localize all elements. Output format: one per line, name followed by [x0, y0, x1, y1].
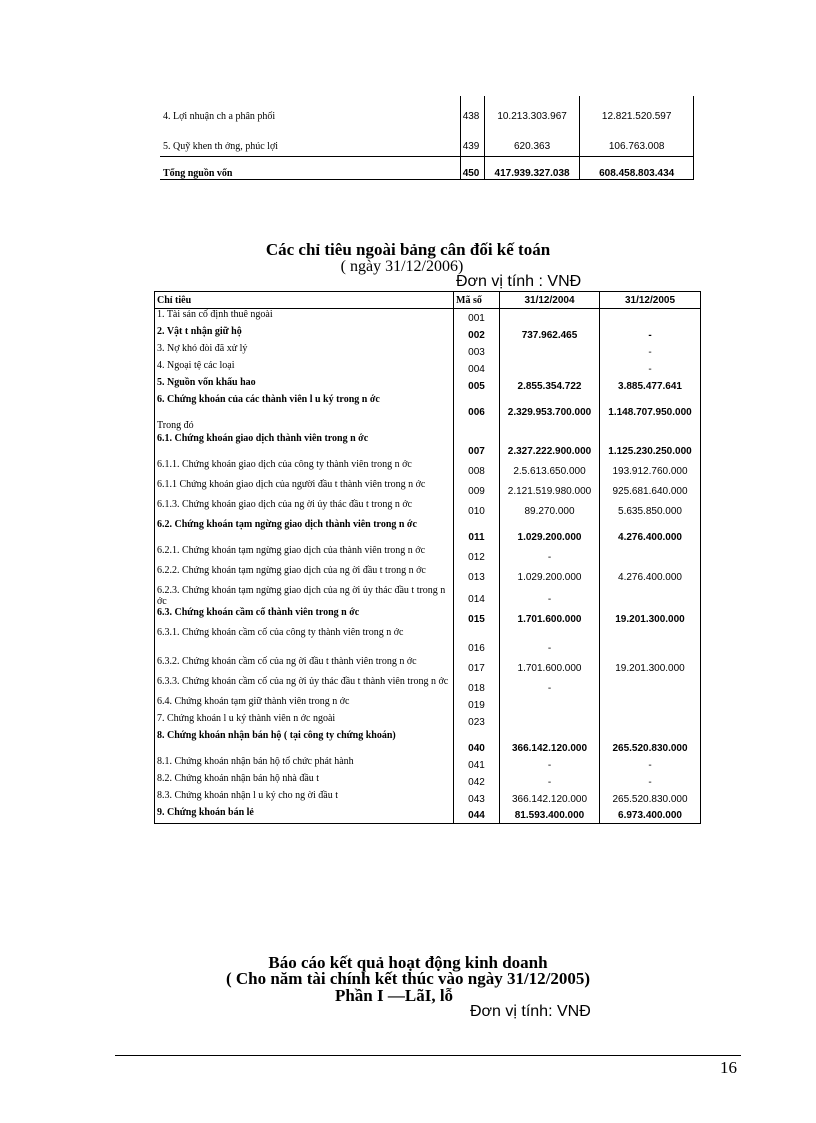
value-2005: 106.763.008: [580, 126, 694, 157]
value-2005: 193.912.760.000: [600, 459, 701, 479]
section2-unit: Đơn vị tính: VNĐ: [470, 1003, 591, 1020]
row-label: 8. Chứng khoán nhận bán hộ ( tại công ty chứng khoán): [155, 730, 454, 756]
table-row: [155, 607, 701, 627]
balance-sheet-continuation-table: [160, 96, 694, 180]
section1-title: Các chỉ tiêu ngoài bảng cân đối kế toán: [265, 240, 551, 259]
row-label: 6.1.1. Chứng khoán giao dịch của công ty thành viên trong n ớc: [155, 459, 454, 479]
value-2004: 737.962.465: [500, 326, 600, 343]
value-2004: 1.701.600.000: [500, 607, 600, 627]
value-2005: 608.458.803.434: [580, 157, 694, 180]
row-code: 015: [454, 607, 500, 627]
table-row: [155, 377, 701, 394]
table-row: [155, 326, 701, 343]
value-2005: 19.201.300.000: [600, 607, 701, 627]
row-label: 6.2.3. Chứng khoán tạm ngừng giao dịch của ng ời ủy thác đầu t trong n ớc: [155, 585, 454, 607]
value-2005: 6.973.400.000: [600, 807, 701, 824]
value-2004: 417.939.327.038: [484, 157, 580, 180]
row-code: 005: [454, 377, 500, 394]
row-label: 6.3.1. Chứng khoán cầm cố của công ty thành viên trong n ớc: [155, 627, 454, 656]
footer-divider: [115, 1055, 741, 1056]
row-code: 041: [454, 756, 500, 773]
value-2004: 2.329.953.700.000: [500, 394, 600, 420]
row-code: 001: [454, 309, 500, 326]
row-label: Trong đó: [155, 420, 454, 433]
header-code: Mã số: [454, 292, 500, 309]
value-2004: 620.363: [484, 126, 580, 157]
row-label: 6.4. Chứng khoán tạm giữ thành viên trong n ớc: [155, 696, 454, 713]
row-label: 6. Chứng khoán của các thành viên l u ký trong n ớc: [155, 394, 454, 420]
table-row: [155, 545, 701, 565]
row-code: 004: [454, 360, 500, 377]
row-code: 014: [454, 585, 500, 607]
row-code: 018: [454, 676, 500, 696]
value-2005: 5.635.850.000: [600, 499, 701, 519]
value-2004: -: [500, 756, 600, 773]
row-code: 043: [454, 790, 500, 807]
row-label: 8.1. Chứng khoán nhận bán hộ tổ chức phát hành: [155, 756, 454, 773]
table-row: [155, 343, 701, 360]
row-code: 012: [454, 545, 500, 565]
value-2005: 3.885.477.641: [600, 377, 701, 394]
value-2004: -: [500, 676, 600, 696]
value-2005: [600, 545, 701, 565]
row-label: 6.1.1 Chứng khoán giao dịch của người đầu t thành viên trong n ớc: [155, 479, 454, 499]
row-code: 006: [454, 394, 500, 420]
value-2005: [600, 585, 701, 607]
table-row: [155, 756, 701, 773]
value-2005: 925.681.640.000: [600, 479, 701, 499]
row-label: 8.3. Chứng khoán nhận l u ký cho ng ời đầu t: [155, 790, 454, 807]
value-2004: 1.701.600.000: [500, 656, 600, 676]
section2-subtitle: ( Cho năm tài chính kết thúc vào ngày 31/12/2005): [225, 969, 591, 988]
table-row: [155, 807, 701, 824]
table-row: [155, 676, 701, 696]
value-2005: 265.520.830.000: [600, 790, 701, 807]
value-2005: [600, 676, 701, 696]
value-2004: -: [500, 773, 600, 790]
row-code: 016: [454, 627, 500, 656]
section1-date: ( ngày 31/12/2006): [340, 258, 464, 275]
table-row-total: [160, 157, 694, 180]
value-2005: 19.201.300.000: [600, 656, 701, 676]
value-2005: 1.148.707.950.000: [600, 394, 701, 420]
table-row: [160, 126, 694, 157]
row-code: 002: [454, 326, 500, 343]
row-label: 6.3. Chứng khoán cầm cố thành viên trong n ớc: [155, 607, 454, 627]
row-code: 019: [454, 696, 500, 713]
row-code: 044: [454, 807, 500, 824]
row-label: 6.3.2. Chứng khoán cầm cố của ng ời đầu t thành viên trong n ớc: [155, 656, 454, 676]
table-row: [155, 309, 701, 326]
value-2004: 1.029.200.000: [500, 519, 600, 545]
table-row: [155, 499, 701, 519]
section1-unit: Đơn vị tính : VNĐ: [456, 273, 582, 290]
table-header-row: [155, 292, 701, 309]
row-label: 9. Chứng khoán bán lẻ: [155, 807, 454, 824]
table-row: [155, 696, 701, 713]
value-2004: 366.142.120.000: [500, 730, 600, 756]
row-code: 040: [454, 730, 500, 756]
table-row: [160, 96, 694, 126]
value-2004: 2.5.613.650.000: [500, 459, 600, 479]
table-row: [155, 565, 701, 585]
row-label: 1. Tài sản cố định thuê ngoài: [155, 309, 454, 326]
value-2005: 12.821.520.597: [580, 96, 694, 126]
value-2004: 10.213.303.967: [484, 96, 580, 126]
row-code: 017: [454, 656, 500, 676]
value-2005: -: [600, 773, 701, 790]
row-code: 013: [454, 565, 500, 585]
row-code: 042: [454, 773, 500, 790]
value-2005: 1.125.230.250.000: [600, 433, 701, 459]
value-2005: -: [600, 756, 701, 773]
table-row: [155, 585, 701, 607]
header-label: Chỉ tiêu: [155, 292, 454, 309]
value-2005: 265.520.830.000: [600, 730, 701, 756]
value-2005: [600, 696, 701, 713]
row-label: 6.1. Chứng khoán giao dịch thành viên trong n ớc: [155, 433, 454, 459]
value-2004: 2.855.354.722: [500, 377, 600, 394]
row-label: Tổng nguồn vốn: [160, 157, 460, 180]
section2-part: Phần I —LãI, lỗ: [334, 986, 454, 1005]
table-row: [155, 420, 701, 433]
row-label: 4. Lợi nhuận ch a phân phối: [160, 96, 460, 126]
value-2004: 89.270.000: [500, 499, 600, 519]
table-row: [155, 479, 701, 499]
value-2005: 4.276.400.000: [600, 519, 701, 545]
table-row: [155, 519, 701, 545]
table-row: [155, 790, 701, 807]
row-label: 5. Nguồn vốn khấu hao: [155, 377, 454, 394]
row-label: 6.2.1. Chứng khoán tạm ngừng giao dịch của thành viên trong n ớc: [155, 545, 454, 565]
value-2005: [600, 713, 701, 730]
value-2005: -: [600, 326, 701, 343]
row-label: 8.2. Chứng khoán nhận bán hộ nhà đầu t: [155, 773, 454, 790]
row-label: 6.3.3. Chứng khoán cầm cố của ng ời ủy thác đầu t thành viên trong n ớc: [155, 676, 454, 696]
value-2004: -: [500, 585, 600, 607]
value-2004: [500, 343, 600, 360]
row-code: 008: [454, 459, 500, 479]
row-label: 7. Chứng khoán l u ký thành viên n ớc ngoài: [155, 713, 454, 730]
value-2004: [500, 696, 600, 713]
row-label: 5. Quỹ khen th ởng, phúc lợi: [160, 126, 460, 157]
value-2005: 4.276.400.000: [600, 565, 701, 585]
row-code: 439: [460, 126, 484, 157]
value-2004: 81.593.400.000: [500, 807, 600, 824]
table-row: [155, 713, 701, 730]
value-2005: -: [600, 343, 701, 360]
value-2004: -: [500, 627, 600, 656]
row-code: [454, 420, 500, 433]
header-2004: 31/12/2004: [500, 292, 600, 309]
row-code: 009: [454, 479, 500, 499]
row-code: 023: [454, 713, 500, 730]
row-label: 4. Ngoại tệ các loại: [155, 360, 454, 377]
section2-title: Báo cáo kết quả hoạt động kinh doanh: [268, 953, 548, 972]
value-2004: 366.142.120.000: [500, 790, 600, 807]
value-2004: 2.121.519.980.000: [500, 479, 600, 499]
value-2005: -: [600, 360, 701, 377]
row-label: 3. Nợ khó đòi đã xử lý: [155, 343, 454, 360]
row-code: 003: [454, 343, 500, 360]
header-2005: 31/12/2005: [600, 292, 701, 309]
row-code: 450: [460, 157, 484, 180]
value-2004: [500, 309, 600, 326]
table-row: [155, 394, 701, 420]
page-number: 16: [720, 1058, 737, 1077]
row-label: 6.1.3. Chứng khoán giao dịch của ng ời ủy thác đầu t trong n ớc: [155, 499, 454, 519]
row-label: 6.2. Chứng khoán tạm ngừng giao dịch thành viên trong n ớc: [155, 519, 454, 545]
value-2004: [500, 420, 600, 433]
table-row: [155, 773, 701, 790]
row-label: 2. Vật t nhận giữ hộ: [155, 326, 454, 343]
value-2005: [600, 309, 701, 326]
table-row: [155, 433, 701, 459]
off-balance-sheet-table: [154, 291, 701, 824]
table-row: [155, 627, 701, 656]
table-row: [155, 656, 701, 676]
row-code: 438: [460, 96, 484, 126]
value-2004: 2.327.222.900.000: [500, 433, 600, 459]
value-2005: [600, 627, 701, 656]
table-body: [155, 309, 701, 824]
value-2005: [600, 420, 701, 433]
value-2004: 1.029.200.000: [500, 565, 600, 585]
table-row: [155, 730, 701, 756]
row-code: 007: [454, 433, 500, 459]
table-row: [155, 360, 701, 377]
value-2004: -: [500, 545, 600, 565]
row-code: 011: [454, 519, 500, 545]
value-2004: [500, 713, 600, 730]
table-row: [155, 459, 701, 479]
value-2004: [500, 360, 600, 377]
row-label: 6.2.2. Chứng khoán tạm ngừng giao dịch của ng ời đầu t trong n ớc: [155, 565, 454, 585]
row-code: 010: [454, 499, 500, 519]
